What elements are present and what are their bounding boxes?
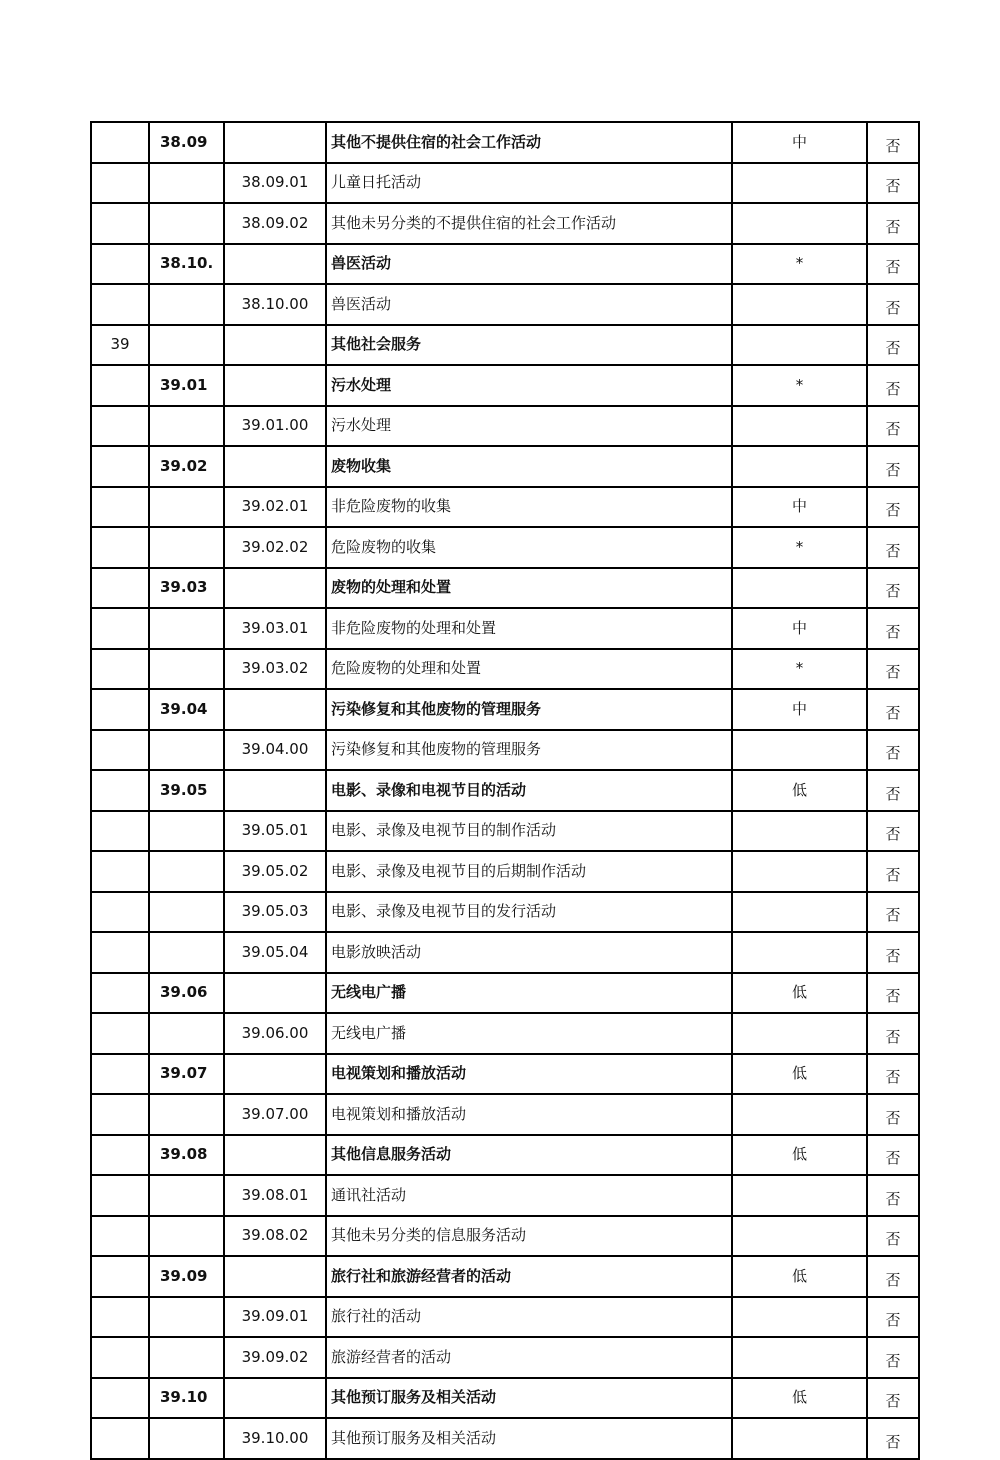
- division-cell: [91, 1418, 149, 1459]
- division-cell: [91, 689, 149, 730]
- group-code-cell: 39.04: [149, 689, 224, 730]
- class-code-cell: 39.05.02: [224, 851, 326, 892]
- class-code-cell: [224, 365, 326, 406]
- risk-level-cell: [732, 1337, 867, 1378]
- table-row: [91, 932, 919, 973]
- classification-table-body: [91, 122, 919, 1459]
- group-code-cell: [149, 325, 224, 366]
- description-cell: 其他不提供住宿的社会工作活动: [326, 122, 732, 163]
- table-row: [91, 973, 919, 1014]
- table-row: [91, 892, 919, 933]
- risk-level-cell: [732, 892, 867, 933]
- division-cell: [91, 973, 149, 1014]
- class-code-cell: 39.03.02: [224, 649, 326, 690]
- flag-cell: 否: [867, 406, 919, 447]
- class-code-cell: [224, 689, 326, 730]
- division-cell: [91, 163, 149, 204]
- group-code-cell: [149, 649, 224, 690]
- group-code-cell: 39.02: [149, 446, 224, 487]
- description-cell: 其他预订服务及相关活动: [326, 1418, 732, 1459]
- class-code-cell: 39.04.00: [224, 730, 326, 771]
- flag-cell: 否: [867, 892, 919, 933]
- description-cell: 电影、录像及电视节目的发行活动: [326, 892, 732, 933]
- description-cell: 旅行社的活动: [326, 1297, 732, 1338]
- table-row: [91, 730, 919, 771]
- class-code-cell: [224, 1135, 326, 1176]
- risk-level-cell: 中: [732, 608, 867, 649]
- risk-level-cell: 低: [732, 1256, 867, 1297]
- description-cell: 电影、录像和电视节目的活动: [326, 770, 732, 811]
- table-row: [91, 244, 919, 285]
- class-code-cell: [224, 568, 326, 609]
- risk-level-cell: *: [732, 649, 867, 690]
- flag-cell: 否: [867, 608, 919, 649]
- description-cell: 电视策划和播放活动: [326, 1094, 732, 1135]
- description-cell: 污染修复和其他废物的管理服务: [326, 730, 732, 771]
- description-cell: 无线电广播: [326, 973, 732, 1014]
- table-row: [91, 770, 919, 811]
- flag-cell: 否: [867, 811, 919, 852]
- table-row: [91, 1135, 919, 1176]
- flag-cell: 否: [867, 1135, 919, 1176]
- table-row: [91, 1175, 919, 1216]
- description-cell: 废物收集: [326, 446, 732, 487]
- class-code-cell: 38.09.02: [224, 203, 326, 244]
- class-code-cell: [224, 244, 326, 285]
- division-cell: [91, 730, 149, 771]
- division-cell: [91, 1013, 149, 1054]
- flag-cell: 否: [867, 284, 919, 325]
- risk-level-cell: *: [732, 527, 867, 568]
- risk-level-cell: 低: [732, 973, 867, 1014]
- description-cell: 儿童日托活动: [326, 163, 732, 204]
- description-cell: 其他预订服务及相关活动: [326, 1378, 732, 1419]
- class-code-cell: 39.09.02: [224, 1337, 326, 1378]
- group-code-cell: [149, 1013, 224, 1054]
- division-cell: [91, 1297, 149, 1338]
- risk-level-cell: [732, 1418, 867, 1459]
- flag-cell: 否: [867, 1256, 919, 1297]
- description-cell: 电影放映活动: [326, 932, 732, 973]
- risk-level-cell: 低: [732, 770, 867, 811]
- class-code-cell: [224, 1256, 326, 1297]
- group-code-cell: [149, 1418, 224, 1459]
- group-code-cell: [149, 163, 224, 204]
- flag-cell: 否: [867, 122, 919, 163]
- division-cell: 39: [91, 325, 149, 366]
- division-cell: [91, 1094, 149, 1135]
- flag-cell: 否: [867, 851, 919, 892]
- table-row: [91, 851, 919, 892]
- group-code-cell: 39.06: [149, 973, 224, 1014]
- description-cell: 污水处理: [326, 406, 732, 447]
- flag-cell: 否: [867, 1378, 919, 1419]
- flag-cell: 否: [867, 203, 919, 244]
- table-row: [91, 1418, 919, 1459]
- class-code-cell: 39.10.00: [224, 1418, 326, 1459]
- flag-cell: 否: [867, 770, 919, 811]
- table-row: [91, 122, 919, 163]
- group-code-cell: [149, 892, 224, 933]
- risk-level-cell: [732, 730, 867, 771]
- table-row: [91, 811, 919, 852]
- risk-level-cell: [732, 568, 867, 609]
- table-row: [91, 163, 919, 204]
- flag-cell: 否: [867, 1418, 919, 1459]
- class-code-cell: 38.10.00: [224, 284, 326, 325]
- group-code-cell: 38.10.: [149, 244, 224, 285]
- group-code-cell: [149, 1175, 224, 1216]
- division-cell: [91, 1054, 149, 1095]
- risk-level-cell: *: [732, 244, 867, 285]
- division-cell: [91, 811, 149, 852]
- table-row: [91, 1337, 919, 1378]
- description-cell: 电影、录像及电视节目的制作活动: [326, 811, 732, 852]
- description-cell: 废物的处理和处置: [326, 568, 732, 609]
- risk-level-cell: 低: [732, 1378, 867, 1419]
- group-code-cell: 38.09: [149, 122, 224, 163]
- risk-level-cell: [732, 203, 867, 244]
- description-cell: 危险废物的收集: [326, 527, 732, 568]
- class-code-cell: 39.09.01: [224, 1297, 326, 1338]
- risk-level-cell: [732, 811, 867, 852]
- division-cell: [91, 365, 149, 406]
- group-code-cell: [149, 1216, 224, 1257]
- description-cell: 旅行社和旅游经营者的活动: [326, 1256, 732, 1297]
- description-cell: 通讯社活动: [326, 1175, 732, 1216]
- group-code-cell: [149, 932, 224, 973]
- flag-cell: 否: [867, 1175, 919, 1216]
- description-cell: 污染修复和其他废物的管理服务: [326, 689, 732, 730]
- flag-cell: 否: [867, 527, 919, 568]
- division-cell: [91, 1378, 149, 1419]
- class-code-cell: 39.01.00: [224, 406, 326, 447]
- group-code-cell: 39.09: [149, 1256, 224, 1297]
- division-cell: [91, 851, 149, 892]
- description-cell: 兽医活动: [326, 284, 732, 325]
- group-code-cell: 39.08: [149, 1135, 224, 1176]
- description-cell: 其他社会服务: [326, 325, 732, 366]
- group-code-cell: 39.10: [149, 1378, 224, 1419]
- division-cell: [91, 568, 149, 609]
- group-code-cell: [149, 406, 224, 447]
- division-cell: [91, 406, 149, 447]
- group-code-cell: [149, 527, 224, 568]
- division-cell: [91, 1216, 149, 1257]
- division-cell: [91, 932, 149, 973]
- table-row: [91, 527, 919, 568]
- division-cell: [91, 203, 149, 244]
- group-code-cell: [149, 1094, 224, 1135]
- risk-level-cell: [732, 1175, 867, 1216]
- description-cell: 其他未另分类的不提供住宿的社会工作活动: [326, 203, 732, 244]
- group-code-cell: [149, 811, 224, 852]
- risk-level-cell: 低: [732, 1054, 867, 1095]
- division-cell: [91, 1175, 149, 1216]
- division-cell: [91, 244, 149, 285]
- class-code-cell: [224, 446, 326, 487]
- class-code-cell: [224, 770, 326, 811]
- table-row: [91, 689, 919, 730]
- risk-level-cell: [732, 1013, 867, 1054]
- description-cell: 其他未另分类的信息服务活动: [326, 1216, 732, 1257]
- division-cell: [91, 446, 149, 487]
- flag-cell: 否: [867, 325, 919, 366]
- group-code-cell: [149, 284, 224, 325]
- flag-cell: 否: [867, 689, 919, 730]
- table-row: [91, 608, 919, 649]
- flag-cell: 否: [867, 163, 919, 204]
- risk-level-cell: [732, 1216, 867, 1257]
- risk-level-cell: [732, 163, 867, 204]
- table-row: [91, 1216, 919, 1257]
- flag-cell: 否: [867, 244, 919, 285]
- description-cell: 其他信息服务活动: [326, 1135, 732, 1176]
- group-code-cell: 39.01: [149, 365, 224, 406]
- flag-cell: 否: [867, 568, 919, 609]
- division-cell: [91, 892, 149, 933]
- class-code-cell: [224, 325, 326, 366]
- risk-level-cell: [732, 446, 867, 487]
- flag-cell: 否: [867, 1054, 919, 1095]
- risk-level-cell: [732, 932, 867, 973]
- class-code-cell: 39.02.01: [224, 487, 326, 528]
- risk-level-cell: 中: [732, 689, 867, 730]
- description-cell: 危险废物的处理和处置: [326, 649, 732, 690]
- classification-table: [90, 121, 920, 1460]
- division-cell: [91, 608, 149, 649]
- flag-cell: 否: [867, 730, 919, 771]
- table-row: [91, 568, 919, 609]
- table-row: [91, 1054, 919, 1095]
- table-row: [91, 446, 919, 487]
- group-code-cell: [149, 608, 224, 649]
- risk-level-cell: [732, 1094, 867, 1135]
- group-code-cell: 39.07: [149, 1054, 224, 1095]
- group-code-cell: [149, 1337, 224, 1378]
- flag-cell: 否: [867, 1094, 919, 1135]
- table-row: [91, 365, 919, 406]
- group-code-cell: [149, 487, 224, 528]
- risk-level-cell: 中: [732, 122, 867, 163]
- table-row: [91, 649, 919, 690]
- description-cell: 兽医活动: [326, 244, 732, 285]
- class-code-cell: [224, 1378, 326, 1419]
- description-cell: 电视策划和播放活动: [326, 1054, 732, 1095]
- description-cell: 无线电广播: [326, 1013, 732, 1054]
- class-code-cell: 39.08.01: [224, 1175, 326, 1216]
- group-code-cell: [149, 730, 224, 771]
- division-cell: [91, 1135, 149, 1176]
- division-cell: [91, 122, 149, 163]
- table-row: [91, 1256, 919, 1297]
- class-code-cell: 39.05.01: [224, 811, 326, 852]
- table-row: [91, 1094, 919, 1135]
- group-code-cell: 39.05: [149, 770, 224, 811]
- class-code-cell: 39.05.04: [224, 932, 326, 973]
- division-cell: [91, 649, 149, 690]
- table-row: [91, 406, 919, 447]
- class-code-cell: 39.03.01: [224, 608, 326, 649]
- table-row: [91, 1013, 919, 1054]
- group-code-cell: [149, 203, 224, 244]
- group-code-cell: 39.03: [149, 568, 224, 609]
- risk-level-cell: [732, 284, 867, 325]
- division-cell: [91, 527, 149, 568]
- flag-cell: 否: [867, 365, 919, 406]
- division-cell: [91, 770, 149, 811]
- class-code-cell: 39.07.00: [224, 1094, 326, 1135]
- flag-cell: 否: [867, 1013, 919, 1054]
- flag-cell: 否: [867, 1297, 919, 1338]
- description-cell: 电影、录像及电视节目的后期制作活动: [326, 851, 732, 892]
- table-row: [91, 203, 919, 244]
- risk-level-cell: [732, 1297, 867, 1338]
- class-code-cell: 39.02.02: [224, 527, 326, 568]
- class-code-cell: 39.08.02: [224, 1216, 326, 1257]
- risk-level-cell: *: [732, 365, 867, 406]
- flag-cell: 否: [867, 446, 919, 487]
- class-code-cell: [224, 973, 326, 1014]
- risk-level-cell: [732, 325, 867, 366]
- class-code-cell: 38.09.01: [224, 163, 326, 204]
- table-row: [91, 1297, 919, 1338]
- table-row: [91, 325, 919, 366]
- group-code-cell: [149, 1297, 224, 1338]
- description-cell: 非危险废物的收集: [326, 487, 732, 528]
- description-cell: 非危险废物的处理和处置: [326, 608, 732, 649]
- risk-level-cell: [732, 851, 867, 892]
- division-cell: [91, 1256, 149, 1297]
- risk-level-cell: 低: [732, 1135, 867, 1176]
- class-code-cell: 39.05.03: [224, 892, 326, 933]
- flag-cell: 否: [867, 1337, 919, 1378]
- table-row: [91, 487, 919, 528]
- flag-cell: 否: [867, 1216, 919, 1257]
- division-cell: [91, 1337, 149, 1378]
- division-cell: [91, 487, 149, 528]
- class-code-cell: [224, 1054, 326, 1095]
- risk-level-cell: [732, 406, 867, 447]
- flag-cell: 否: [867, 973, 919, 1014]
- risk-level-cell: 中: [732, 487, 867, 528]
- table-row: [91, 284, 919, 325]
- class-code-cell: [224, 122, 326, 163]
- group-code-cell: [149, 851, 224, 892]
- division-cell: [91, 284, 149, 325]
- flag-cell: 否: [867, 487, 919, 528]
- flag-cell: 否: [867, 649, 919, 690]
- table-row: [91, 1378, 919, 1419]
- description-cell: 污水处理: [326, 365, 732, 406]
- description-cell: 旅游经营者的活动: [326, 1337, 732, 1378]
- flag-cell: 否: [867, 932, 919, 973]
- class-code-cell: 39.06.00: [224, 1013, 326, 1054]
